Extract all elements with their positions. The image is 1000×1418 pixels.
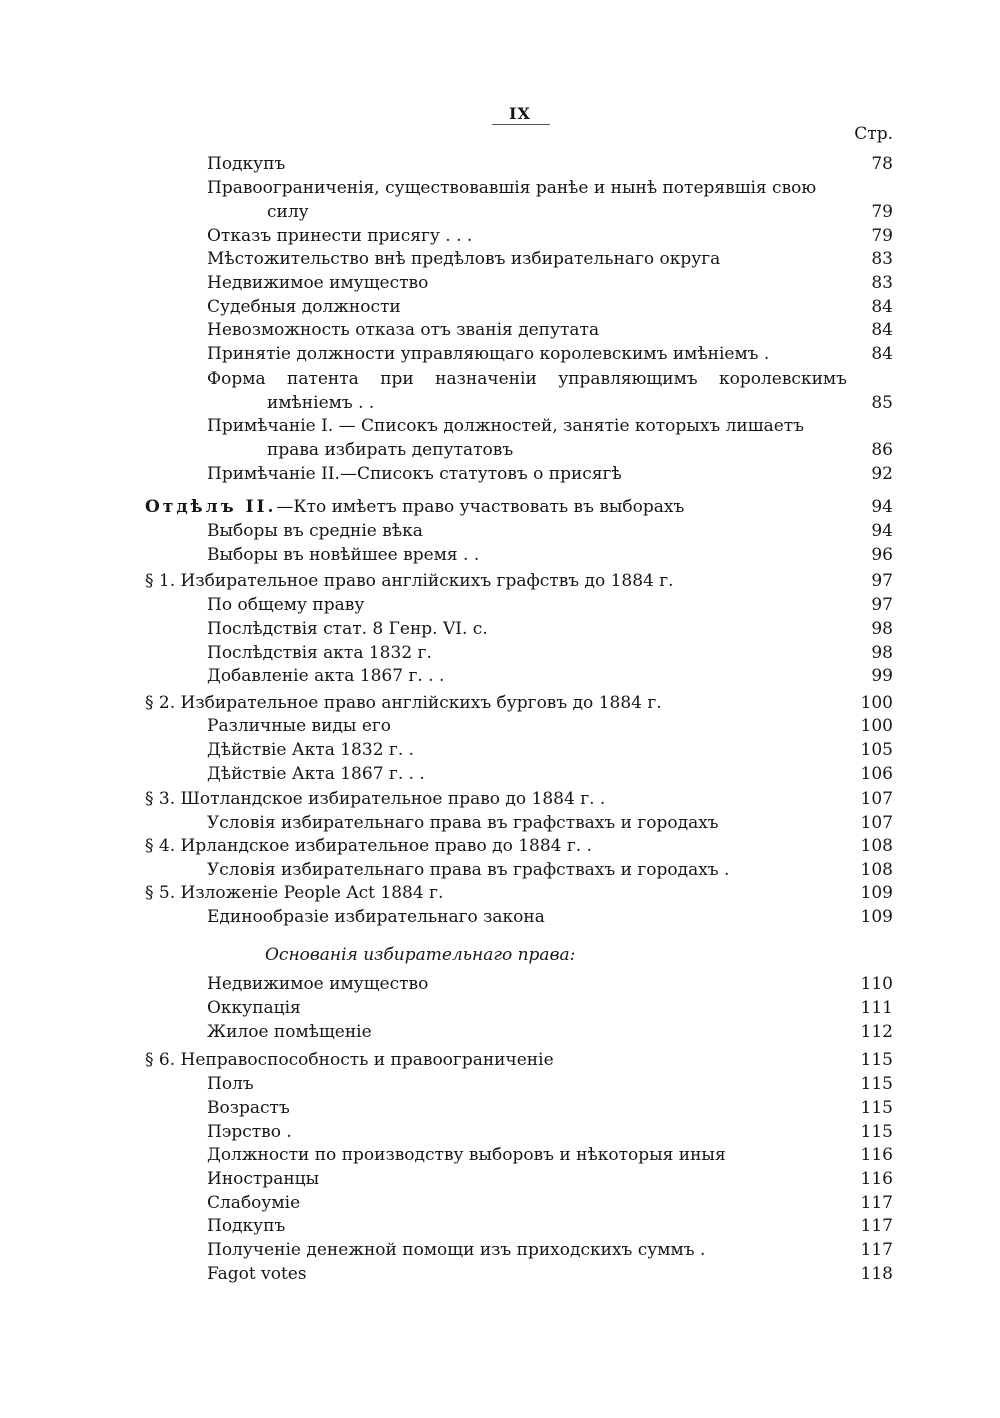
toc-entry-text: Условія избирательнаго права въ графствахъ и городахъ [207,813,719,833]
toc-page-number: 116 [860,1145,893,1165]
toc-page-number: 117 [860,1216,893,1236]
page-column-label: Стр. [854,124,893,144]
toc-entry-text: Подкупъ [207,154,286,174]
toc-entry-text: § 5. Изложеніе People Act 1884 г. [145,883,444,903]
toc-entry-text: По общему праву [207,595,365,615]
toc-page-number: 117 [860,1193,893,1213]
toc-entry [207,905,545,929]
toc-page-number: 105 [860,740,893,760]
toc-entry [145,834,592,858]
toc-page-number: 78 [871,154,893,174]
toc-entry [267,391,374,415]
toc-entry [207,1072,254,1096]
toc-entry-word: патента [287,369,359,389]
toc-entry-text: силу [267,202,309,222]
toc-entry [207,1191,300,1215]
toc-entry-text: Мѣстожительство внѣ предѣловъ избирательнаго округа [207,249,721,269]
toc-page-number: 79 [871,202,893,222]
toc-entry [207,858,729,882]
toc-entry-text: Судебныя должности [207,297,401,317]
toc-entry-text: имѣніемъ . . [267,393,375,413]
toc-entry-text: Недвижимое имущество [207,273,429,293]
toc-entry-word: управляющимъ [558,369,698,389]
toc-entry-text: Невозможность отказа отъ званія депутата [207,320,600,340]
toc-entry-word: при [380,369,414,389]
toc-entry [207,1020,372,1044]
toc-entry [207,811,719,835]
toc-entry [207,617,488,641]
toc-page-number: 111 [860,998,893,1018]
toc-entry [207,462,622,486]
toc-entry [207,714,391,738]
toc-entry [207,318,599,342]
toc-page-number: 115 [860,1050,893,1070]
toc-entry [207,271,428,295]
toc-entry-text: Примѣчаніе II.—Списокъ статутовъ о присягѣ [207,464,622,484]
toc-page-number: 98 [871,619,893,639]
toc-entry [207,295,401,319]
toc-page-number: 110 [860,974,893,994]
toc-entry-text: Должности по производству выборовъ и нѣкоторыя иныя [207,1145,726,1165]
toc-page-number: 85 [871,393,893,413]
toc-entry-text: Полученіе денежной помощи изъ приходскихъ суммъ . [207,1240,706,1260]
toc-page-number: 92 [871,464,893,484]
toc-page-number: 83 [871,273,893,293]
toc-entry [265,943,575,967]
toc-page-number: 79 [871,226,893,246]
toc-page-number: 117 [860,1240,893,1260]
toc-page-number: 84 [871,297,893,317]
toc-page-number: 83 [871,249,893,269]
toc-page-number: 115 [860,1074,893,1094]
toc-entry [267,200,309,224]
toc-entry [207,176,816,200]
toc-entry-text: § 3. Шотландское избирательное право до 1884 г. . [145,789,606,809]
toc-page-number: 116 [860,1169,893,1189]
toc-entry-text: § 2. Избирательное право англійскихъ бурговъ до 1884 г. [145,693,662,713]
toc-page-number: 108 [860,836,893,856]
toc-page-number: 109 [860,883,893,903]
toc-entry-word: назначеніи [435,369,537,389]
toc-entry-text: Отказъ принести присягу . . . [207,226,473,246]
toc-entry [207,152,285,176]
toc-page-number: 109 [860,907,893,927]
toc-entry-text: Различные виды его [207,716,392,736]
toc-entry-text: Fagot votes [207,1264,307,1284]
toc-page-number: 100 [860,716,893,736]
toc-page-number: 94 [871,497,893,517]
toc-entry-text: Жилое помѣщеніе [207,1022,372,1042]
toc-entry-text: § 4. Ирландское избирательное право до 1884 г. . [145,836,592,856]
toc-entry [267,438,513,462]
toc-entry [207,762,425,786]
toc-entry-word: Форма [207,369,266,389]
toc-entry [207,543,479,567]
toc-page-number: 84 [871,344,893,364]
toc-entry-text: § 1. Избирательное право англійскихъ графствъ до 1884 г. [145,571,674,591]
toc-entry [207,972,428,996]
toc-page-number: 84 [871,320,893,340]
toc-entry-text: Послѣдствія стат. 8 Генр. VI. с. [207,619,488,639]
toc-entry-text: § 6. Неправоспособность и правоограниченіе [145,1050,554,1070]
toc-page-number: 112 [860,1022,893,1042]
toc-entry-text: Послѣдствія акта 1832 г. [207,643,432,663]
toc-entry [145,1048,554,1072]
toc-entry-text: Принятіе должности управляющаго королевскимъ имѣніемъ . [207,344,770,364]
toc-page-number: 86 [871,440,893,460]
toc-page-number: 115 [860,1098,893,1118]
toc-entry-text: Дѣйствіе Акта 1867 г. . . [207,764,425,784]
toc-entry [207,593,364,617]
toc-entry [207,1143,726,1167]
toc-entry-text: Недвижимое имущество [207,974,429,994]
toc-entry-text: Условія избирательнаго права въ графствахъ и городахъ . [207,860,730,880]
toc-entry [207,738,414,762]
toc-entry [207,247,720,271]
toc-entry [207,342,769,366]
toc-entry-text: Единообразіе избирательнаго закона [207,907,545,927]
toc-entry [207,414,804,438]
toc-entry [207,641,432,665]
toc-entry [207,1096,290,1120]
toc-entry [145,691,662,715]
toc-page-number: 107 [860,813,893,833]
toc-page-number: 118 [860,1264,893,1284]
toc-entry [145,881,443,905]
toc-entry-text: Возрастъ [207,1098,290,1118]
toc-page-number: 98 [871,643,893,663]
toc-page-number: 97 [871,595,893,615]
toc-page-number: 115 [860,1122,893,1142]
toc-entry [207,1262,307,1286]
toc-entry-text: Добавленіе акта 1867 г. . . [207,666,445,686]
toc-page-number: 94 [871,521,893,541]
toc-entry [145,787,605,811]
toc-entry-word: королевскимъ [719,369,847,389]
toc-entry [207,1214,285,1238]
toc-page-number: 106 [860,764,893,784]
toc-entry [207,224,472,248]
toc-entry [207,664,444,688]
toc-entry-text: Правоограниченія, существовавшія ранѣе и нынѣ потерявшія свою [207,178,817,198]
toc-entry-text: Оккупація [207,998,301,1018]
toc-entry-text: права избирать депутатовъ [267,440,514,460]
toc-entry [207,1238,705,1262]
toc-entry [145,569,674,593]
toc-entry-text: Выборы въ средніе вѣка [207,521,423,541]
toc-page-number: 99 [871,666,893,686]
toc-page-number: 108 [860,860,893,880]
toc-page-number: 97 [871,571,893,591]
toc-entry [207,1167,319,1191]
toc-entry-text: Пэрство . [207,1122,292,1142]
toc-section-label: Отдѣлъ II. [145,497,277,517]
page-number: IX [509,104,531,123]
toc-page-number: 96 [871,545,893,565]
toc-entry [145,495,684,519]
toc-page-number: 100 [860,693,893,713]
toc-entry [207,996,301,1020]
toc-entry-text: —Кто имѣетъ право участвовать въ выборахъ [276,497,685,517]
toc-page-number: 107 [860,789,893,809]
toc-entry-text: Примѣчаніе I. — Списокъ должностей, занятіе которыхъ лишаетъ [207,416,804,436]
toc-entry-text: Выборы въ новѣйшее время . . [207,545,480,565]
toc-entry-text: Слабоуміе [207,1193,301,1213]
toc-entry-text: Полъ [207,1074,254,1094]
toc-entry-text: Основанія избирательнаго права: [265,945,576,965]
toc-entry [207,1120,292,1144]
toc-entry [207,519,423,543]
toc-entry-text: Подкупъ [207,1216,286,1236]
toc-entry-text: Дѣйствіе Акта 1832 г. . [207,740,415,760]
toc-entry-text: Иностранцы [207,1169,320,1189]
toc-entry [207,367,847,391]
